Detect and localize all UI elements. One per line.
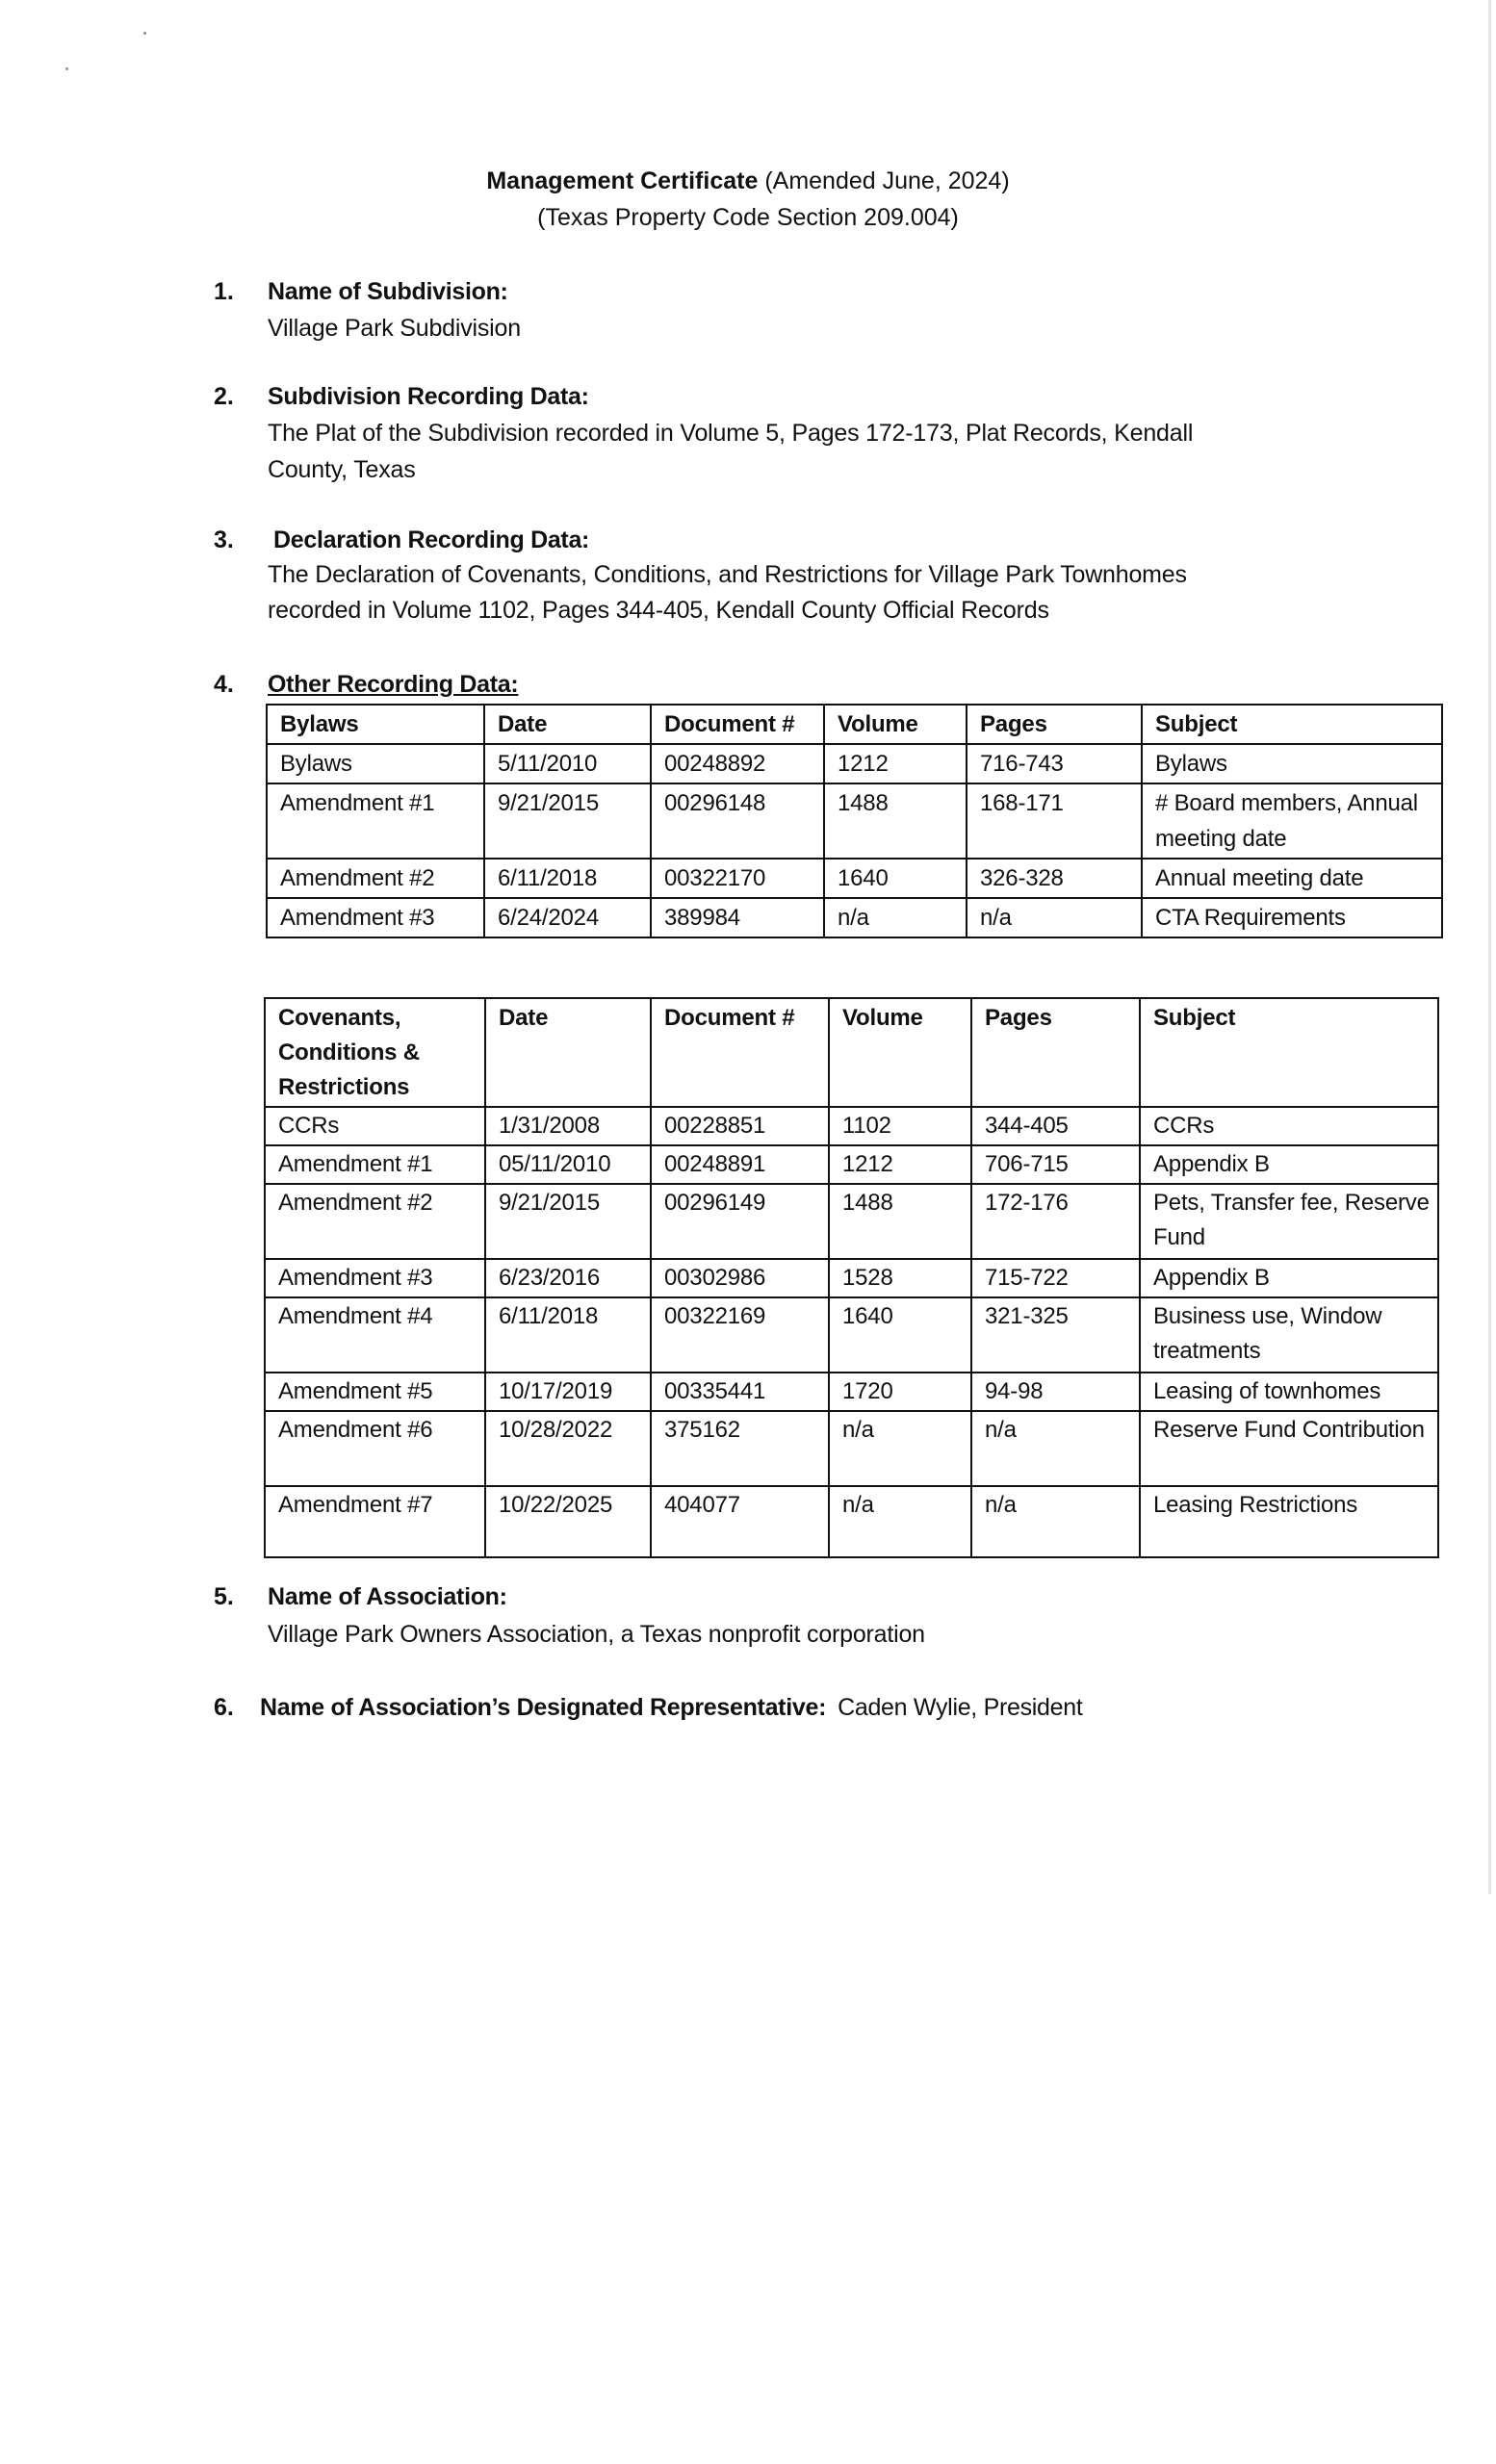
column-header: Date: [485, 998, 651, 1107]
table-cell: Reserve Fund Contribution: [1140, 1411, 1438, 1486]
table-row: [265, 1373, 1438, 1411]
table-cell: 404077: [651, 1486, 829, 1557]
section-2-heading: Subdivision Recording Data:: [268, 383, 589, 410]
table-cell: CCRs: [265, 1107, 485, 1145]
table-header-row: [267, 705, 1442, 744]
table-row: [267, 859, 1442, 898]
section-6-number: 6.: [214, 1694, 234, 1721]
section-4-heading: Other Recording Data:: [268, 671, 519, 698]
table-cell: 6/11/2018: [485, 1297, 651, 1373]
table-cell: 00335441: [651, 1373, 829, 1411]
table-cell: 375162: [651, 1411, 829, 1486]
section-3-text-line-1: The Declaration of Covenants, Conditions, and Restrictions for Village Park Townhomes: [268, 561, 1187, 588]
table-cell: 6/11/2018: [484, 859, 651, 898]
table-cell: Amendment #6: [265, 1411, 485, 1486]
table-cell: 10/17/2019: [485, 1373, 651, 1411]
table-cell: 1102: [829, 1107, 971, 1145]
table-cell: 00248892: [651, 744, 824, 783]
column-header: Document #: [651, 705, 824, 744]
table-row: [265, 1259, 1438, 1297]
table-cell: n/a: [829, 1486, 971, 1557]
table-cell: 9/21/2015: [485, 1184, 651, 1259]
table-cell: # Board members, Annual meeting date: [1142, 783, 1442, 859]
bylaws-table: [266, 704, 1443, 938]
scan-speck: [143, 32, 146, 35]
table-cell: Amendment #2: [267, 859, 484, 898]
table-row: [265, 1145, 1438, 1184]
table-cell: Amendment #5: [265, 1373, 485, 1411]
table-cell: 05/11/2010: [485, 1145, 651, 1184]
column-header: Date: [484, 705, 651, 744]
table-cell: 326-328: [967, 859, 1142, 898]
table-cell: 1640: [824, 859, 967, 898]
table-row: [265, 1184, 1438, 1259]
column-header: Document #: [651, 998, 829, 1107]
column-header: Covenants, Conditions & Restrictions: [265, 998, 485, 1107]
table-cell: Leasing Restrictions: [1140, 1486, 1438, 1557]
table-cell: 706-715: [971, 1145, 1140, 1184]
scan-edge-artifact: [1488, 0, 1491, 1894]
ccr-table: [264, 997, 1439, 1558]
table-cell: n/a: [824, 898, 967, 937]
table-cell: 168-171: [967, 783, 1142, 859]
table-cell: 321-325: [971, 1297, 1140, 1373]
table-cell: 94-98: [971, 1373, 1140, 1411]
table-header-row: [265, 998, 1438, 1107]
table-cell: 5/11/2010: [484, 744, 651, 783]
section-5-number: 5.: [214, 1583, 234, 1610]
section-6-label: Name of Association’s Designated Representative:: [260, 1694, 827, 1721]
table-cell: 715-722: [971, 1259, 1140, 1297]
table-cell: 344-405: [971, 1107, 1140, 1145]
table-cell: Amendment #3: [265, 1259, 485, 1297]
table-cell: CCRs: [1140, 1107, 1438, 1145]
table-cell: Appendix B: [1140, 1145, 1438, 1184]
table-cell: 172-176: [971, 1184, 1140, 1259]
section-1-number: 1.: [214, 278, 234, 305]
table-cell: Amendment #1: [267, 783, 484, 859]
table-cell: 1720: [829, 1373, 971, 1411]
table-cell: n/a: [971, 1411, 1140, 1486]
column-header: Bylaws: [267, 705, 484, 744]
table-cell: Amendment #1: [265, 1145, 485, 1184]
table-cell: Amendment #7: [265, 1486, 485, 1557]
section-6-heading: [260, 1694, 1083, 1722]
table-cell: Amendment #4: [265, 1297, 485, 1373]
column-header: Subject: [1140, 998, 1438, 1107]
document-title: [0, 167, 1496, 195]
table-cell: Amendment #2: [265, 1184, 485, 1259]
column-header: Pages: [971, 998, 1140, 1107]
table-cell: CTA Requirements: [1142, 898, 1442, 937]
table-cell: 00296149: [651, 1184, 829, 1259]
table-cell: Leasing of townhomes: [1140, 1373, 1438, 1411]
table-cell: 9/21/2015: [484, 783, 651, 859]
table-cell: 6/23/2016: [485, 1259, 651, 1297]
table-cell: 00322170: [651, 859, 824, 898]
table-cell: 1212: [824, 744, 967, 783]
table-cell: 00228851: [651, 1107, 829, 1145]
representative-name: Caden Wylie, President: [838, 1694, 1083, 1721]
table-cell: Appendix B: [1140, 1259, 1438, 1297]
column-header: Pages: [967, 705, 1142, 744]
table-cell: Amendment #3: [267, 898, 484, 937]
table-cell: n/a: [971, 1486, 1140, 1557]
section-2-text-line-1: The Plat of the Subdivision recorded in Volume 5, Pages 172-173, Plat Records, Kendall: [268, 420, 1194, 447]
document-subtitle: (Texas Property Code Section 209.004): [537, 204, 959, 231]
table-cell: 1488: [824, 783, 967, 859]
table-row: [265, 1411, 1438, 1486]
section-4-number: 4.: [214, 671, 234, 698]
table-cell: Bylaws: [267, 744, 484, 783]
table-row: [265, 1297, 1438, 1373]
section-3-text-line-2: recorded in Volume 1102, Pages 344-405, Kendall County Official Records: [268, 597, 1049, 624]
table-cell: 00296148: [651, 783, 824, 859]
title-bold: Management Certificate: [486, 167, 759, 194]
table-cell: 10/22/2025: [485, 1486, 651, 1557]
table-cell: 1488: [829, 1184, 971, 1259]
table-cell: 1640: [829, 1297, 971, 1373]
section-2-number: 2.: [214, 383, 234, 410]
table-cell: 1212: [829, 1145, 971, 1184]
table-cell: 00248891: [651, 1145, 829, 1184]
section-1-heading: Name of Subdivision:: [268, 278, 508, 305]
table-cell: Annual meeting date: [1142, 859, 1442, 898]
table-cell: n/a: [829, 1411, 971, 1486]
table-cell: 389984: [651, 898, 824, 937]
section-5-text: Village Park Owners Association, a Texas nonprofit corporation: [268, 1621, 925, 1648]
column-header: Volume: [824, 705, 967, 744]
section-5-heading: Name of Association:: [268, 1583, 507, 1610]
table-cell: 00302986: [651, 1259, 829, 1297]
table-cell: 1528: [829, 1259, 971, 1297]
table-row: [267, 783, 1442, 859]
table-cell: 1/31/2008: [485, 1107, 651, 1145]
title-amended: (Amended June, 2024): [758, 167, 1010, 194]
section-1-text: Village Park Subdivision: [268, 315, 521, 342]
table-row: [265, 1107, 1438, 1145]
table-row: [265, 1486, 1438, 1557]
table-cell: 716-743: [967, 744, 1142, 783]
section-3-heading: Declaration Recording Data:: [273, 526, 590, 553]
section-2-text-line-2: County, Texas: [268, 456, 416, 483]
table-cell: n/a: [967, 898, 1142, 937]
column-header: Subject: [1142, 705, 1442, 744]
table-cell: Business use, Window treatments: [1140, 1297, 1438, 1373]
scan-speck: [65, 67, 68, 70]
column-header: Volume: [829, 998, 971, 1107]
table-cell: Pets, Transfer fee, Reserve Fund: [1140, 1184, 1438, 1259]
table-cell: Bylaws: [1142, 744, 1442, 783]
table-row: [267, 744, 1442, 783]
table-cell: 10/28/2022: [485, 1411, 651, 1486]
table-cell: 00322169: [651, 1297, 829, 1373]
table-row: [267, 898, 1442, 937]
table-cell: 6/24/2024: [484, 898, 651, 937]
section-3-number: 3.: [214, 526, 234, 553]
